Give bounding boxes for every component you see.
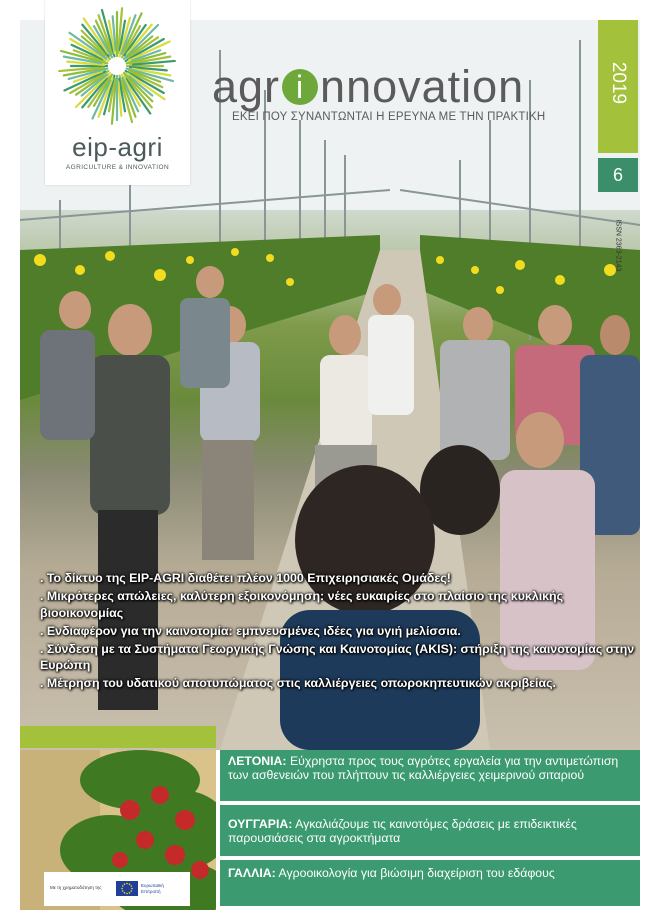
news-box-latvia bbox=[220, 750, 640, 801]
eu-funding-text: Με τη χρηματοδότηση της bbox=[50, 885, 102, 890]
title-part-1: agr bbox=[212, 61, 281, 112]
headline-item: . Ενδιαφέρον για την καινοτομία: εμπνευσμένες ιδέες για υγιή μελίσσια. bbox=[40, 623, 461, 638]
issue-year: 2019 bbox=[608, 61, 629, 105]
magazine-title bbox=[212, 61, 582, 112]
news-country: ΟΥΓΓΑΡΙΑ: bbox=[228, 817, 293, 831]
issn-label: ISSN 2363-2143 bbox=[614, 219, 622, 271]
headline-item: . Το δίκτυο της EIP-AGRI διαθέτει πλέον 1000 Επιχειρησιακές Ομάδες! bbox=[40, 571, 451, 585]
eu-commission-text: Ευρωπαϊκή Επιτροπή bbox=[141, 883, 164, 894]
eip-agri-logo bbox=[45, 0, 190, 185]
title-part-2: nnovation bbox=[320, 61, 525, 112]
news-country: ΓΑΛΛΙΑ: bbox=[228, 866, 276, 880]
accent-bar bbox=[20, 726, 216, 748]
title-i-circle: i bbox=[282, 69, 318, 105]
logo-wordmark: eip-agri bbox=[72, 132, 163, 162]
headline-item: . Μέτρηση του υδατικού αποτυπώματος στις καλλιέργειες οπωροκηπευτικών ακριβείας. bbox=[40, 676, 556, 690]
eu-flag-icon bbox=[116, 881, 138, 896]
eu-funding-badge bbox=[44, 872, 190, 906]
news-text: Αγροοικολογία για βιώσιμη διαχείριση του εδάφους bbox=[278, 866, 555, 880]
headline-list bbox=[40, 570, 635, 693]
headline-item: . Σύνδεση με τα Συστήματα Γεωργικής Γνώσης και Καινοτομίας (AKIS): στήριξη της καινοτομίας στην Ευρώπη bbox=[40, 641, 635, 672]
issue-number: 6 bbox=[598, 158, 638, 192]
news-text: Εύχρηστα προς τους αγρότες εργαλεία για την αντιμετώπιση των ασθενειών που πλήττουν τις καλλιέργειες χειμερινού σιταριού bbox=[228, 754, 619, 782]
headline-item: . Μικρότερες απώλειες, καλύτερη εξοικονόμηση: νέες ευκαιρίες στο πλαίσιο της κυκλικής βιοοικονομίας bbox=[40, 589, 564, 620]
news-box-hungary bbox=[220, 805, 640, 856]
magazine-subtitle: ΕΚΕΙ ΠΟΥ ΣΥΝΑΝΤΩΝΤΑΙ Η ΕΡΕΥΝΑ ΜΕ ΤΗΝ ΠΡΑΚΤΙΚΗ bbox=[232, 111, 546, 123]
logo-tagline: AGRICULTURE & INNOVATION bbox=[65, 164, 170, 171]
sunburst-emblem bbox=[45, 0, 190, 130]
news-country: ΛΕΤΟΝΙΑ: bbox=[228, 754, 287, 768]
news-text: Αγκαλιάζουμε τις καινοτόμες δράσεις με επιδεικτικές παρουσιάσεις στα αγροκτήματα bbox=[228, 817, 577, 845]
masthead bbox=[212, 61, 582, 112]
news-box-france bbox=[220, 860, 640, 906]
